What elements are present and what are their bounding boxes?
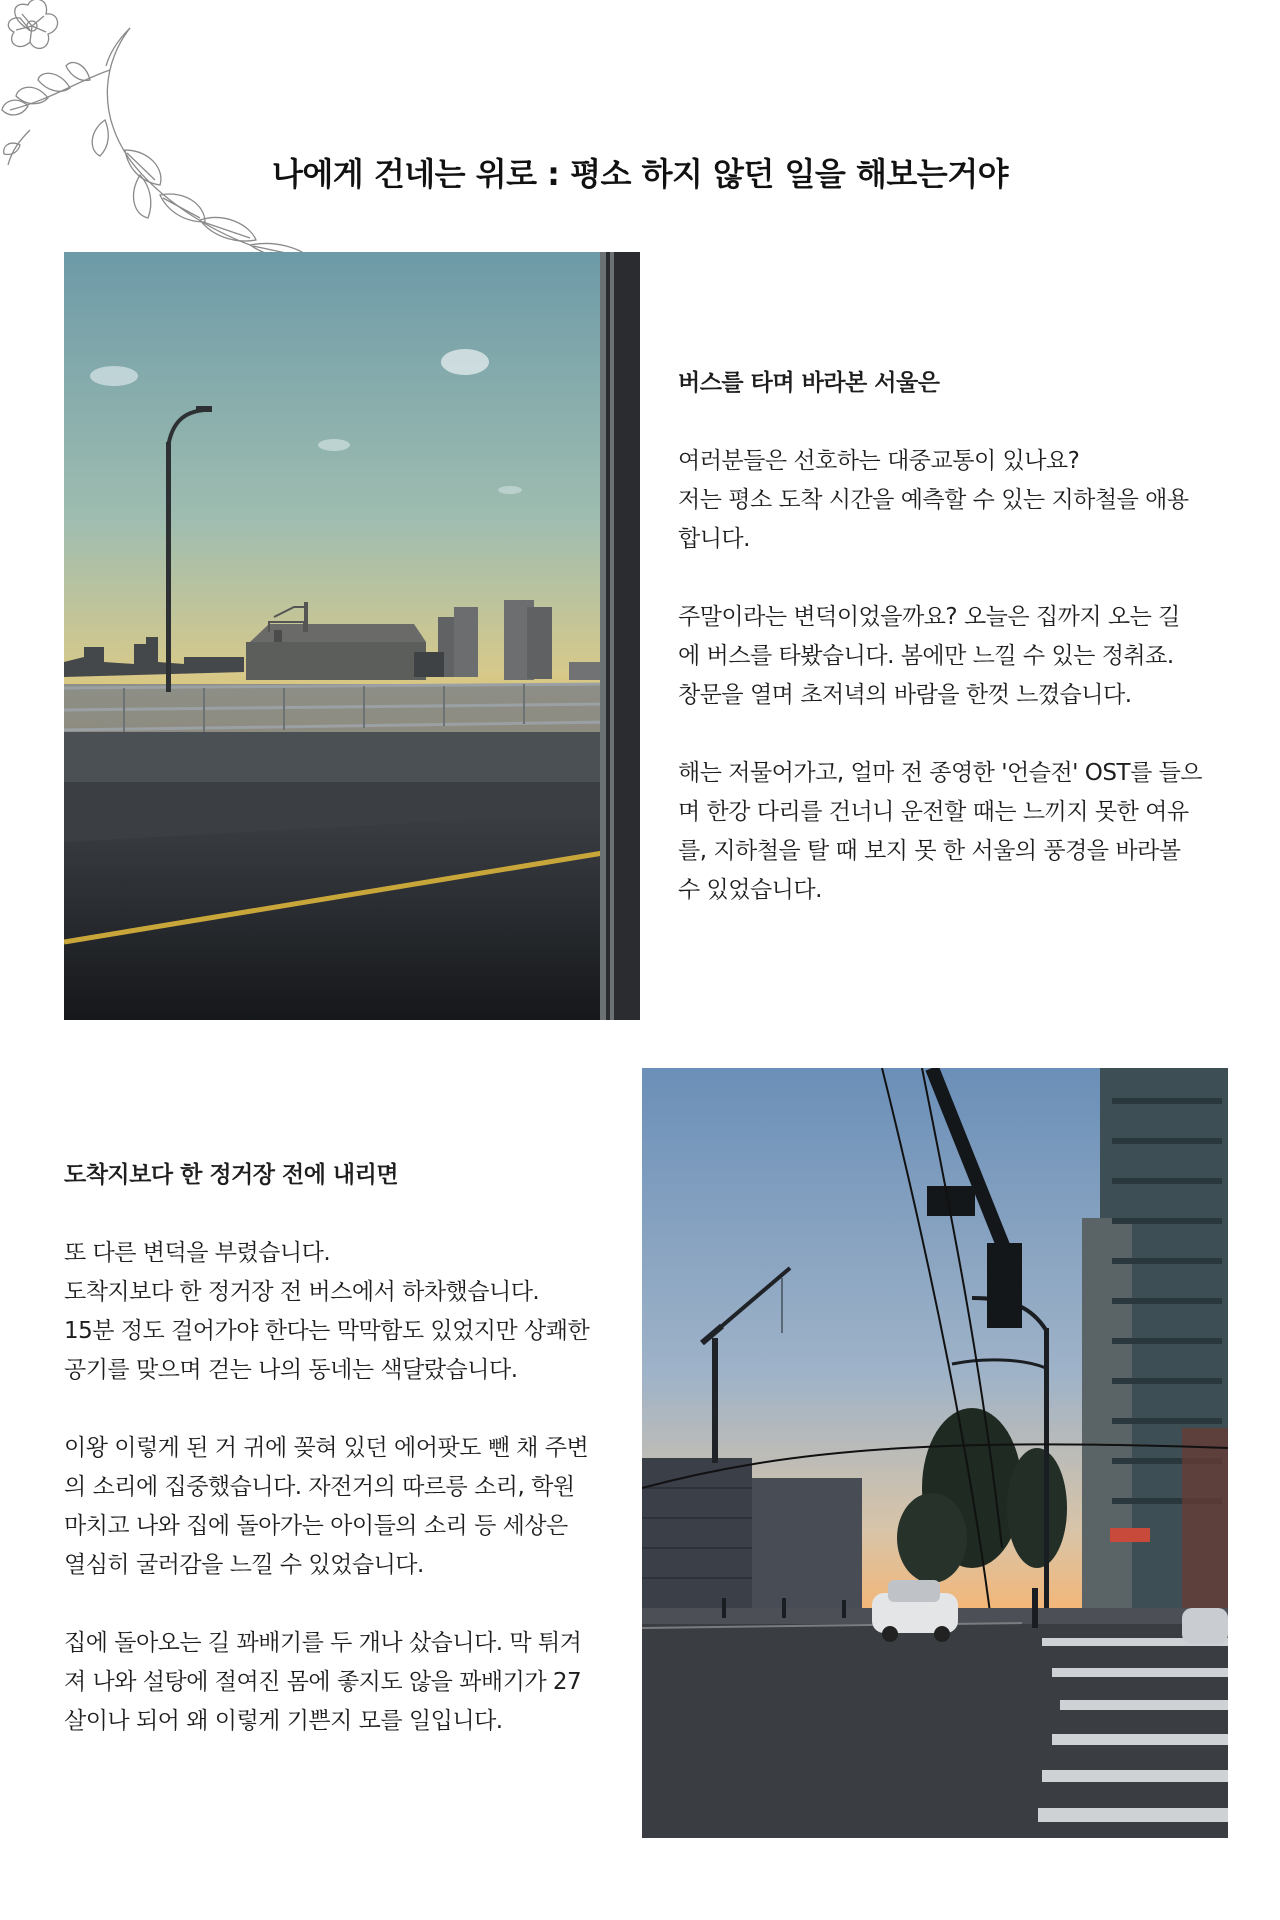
sunset-bus-window-icon [64,252,640,1020]
photo-bus-window-sunset [64,252,640,1020]
section-bus-ride [678,364,1238,949]
floral-decoration-icon [0,0,380,260]
paragraph: 또 다른 변덕을 부렸습니다. 도착지보다 한 정거장 전 버스에서 하차했습니다. 15분 정도 걸어가야 한다는 막막함도 있었지만 상쾌한 공기를 맞으며 걷는 나의 동네는 색달랐습니다. [64,1240,590,1383]
photo-street-dusk [642,1068,1228,1838]
paragraph: 집에 돌아오는 길 꽈배기를 두 개나 샀습니다. 막 튀겨 져 나와 설탕에 절여진 몸에 좋지도 않을 꽈배기가 27 살이나 되어 왜 이렇게 기쁜지 모를 일입니다. [64,1630,582,1734]
paragraph: 해는 저물어가고, 얼마 전 종영한 '언슬전' OST를 들으 며 한강 다리를 건너니 운전할 때는 느끼지 못한 여유 를, 지하철을 탈 때 보지 못 한 서울의 풍경을 바라볼 수 있었습니다. [678,760,1203,903]
section-heading: 도착지보다 한 정거장 전에 내리면 [64,1162,399,1188]
paragraph: 주말이라는 변덕이었을까요? 오늘은 집까지 오는 길 에 버스를 타봤습니다. 봄에만 느낄 수 있는 정취죠. 창문을 열며 초저녁의 바람을 한껏 느꼈습니다. [678,604,1180,708]
section-walk-home [64,1156,624,1780]
paragraph: 이왕 이렇게 된 거 귀에 꽂혀 있던 에어팟도 뺀 채 주변 의 소리에 집중했습니다. 자전거의 따르릉 소리, 학원 마치고 나와 집에 돌아가는 아이들의 소리 등 세상은 열심히 굴러감을 느낄 수 있었습니다. [64,1435,589,1578]
paragraph: 여러분들은 선호하는 대중교통이 있나요? 저는 평소 도착 시간을 예측할 수 있는 지하철을 애용 합니다. [678,448,1189,552]
page-title: 나에게 건네는 위로 : 평소 하지 않던 일을 해보는거야 [271,155,1009,194]
street-dusk-icon [642,1068,1228,1838]
section-heading: 버스를 타며 바라본 서울은 [678,370,940,396]
